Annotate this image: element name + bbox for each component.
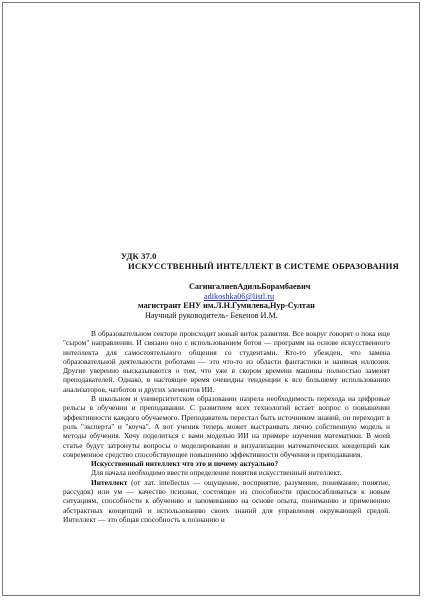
- body-paragraph: В школьном и университетском образовании назрела необходимость перехода на цифровые рельсы в обучении и преподавании. С развитием всех технологий встает вопрос о повышении эффективности каждого обучаемого. Преподаватель перестал быть источником знаний, он переходит в роль "эксперта" и "коуча". А вот ученик теперь может выстраивать лично собственную модель и методы обучения. Хочу поделиться с вами моделью ИИ на примере изучения математики. В моей статье будут затронуты вопросы о моделировании и визуализации математических концепций как современное средство способствующее повышению эффективности обучения и преподавания.: [63, 394, 390, 459]
- author-email-link[interactable]: adikoshka06@listl.ru: [204, 292, 275, 301]
- article-title: ИСКУССТВЕННЫЙ ИНТЕЛЛЕКТ В СИСТЕМЕ ОБРАЗОВАНИЯ: [128, 261, 400, 271]
- definition-text: (от лат. intellectus — ощущение, восприятие, разумение, понимание, понятие, рассудок) или ум — качество психики, состоящее из способности приспосабливаться к новым ситуациям, способности к обучению и запоминанию на основе опыта, пониманию и применению абстрактных концепций и использованию своих знаний для управления окружающей средой. Интеллект — это общая способность к познанию и: [63, 477, 390, 524]
- udk-code: УДК 37.0: [121, 251, 157, 261]
- document-page: [3, 3, 419, 595]
- body-paragraph: В образовательном секторе происходит новый виток развития. Все вокруг говорят о пока еще "сыром" направлении. И связано оно с использованием ботов — программ на основе искусственного интеллекта для самостоятельного общения со студентами. Кто-то убежден, что замена образовательной деятельности роботами — это что-то из области фантастики и наивная иллюзия. Другие уверенно высказываются о том, что уже в скором времени машины полностью заменят преподавателей. Однако, в настоящее время очевидны тенденции к все большему использованию анализаторов, чатботов и других элементов ИИ.: [63, 329, 390, 394]
- author-affiliation: магистрант ЕНУ им.Л.Н.Гумилева,Нур-Султан: [138, 301, 315, 310]
- definition-intro: Для начала необходимо ввести определение понятия искусственный интеллект.: [91, 468, 342, 478]
- author-name: СагингалиевАдильБорамбаевич: [189, 282, 311, 291]
- section-heading: Искусственный интеллект что это и почему актуально?: [91, 459, 279, 469]
- definition-term: Интеллект: [91, 477, 128, 487]
- article-body: [63, 329, 390, 524]
- scientific-supervisor: Научный руководитель- Бекенов И.М.: [145, 311, 278, 320]
- page-frame: [2, 2, 420, 596]
- definition-paragraph: [63, 478, 390, 524]
